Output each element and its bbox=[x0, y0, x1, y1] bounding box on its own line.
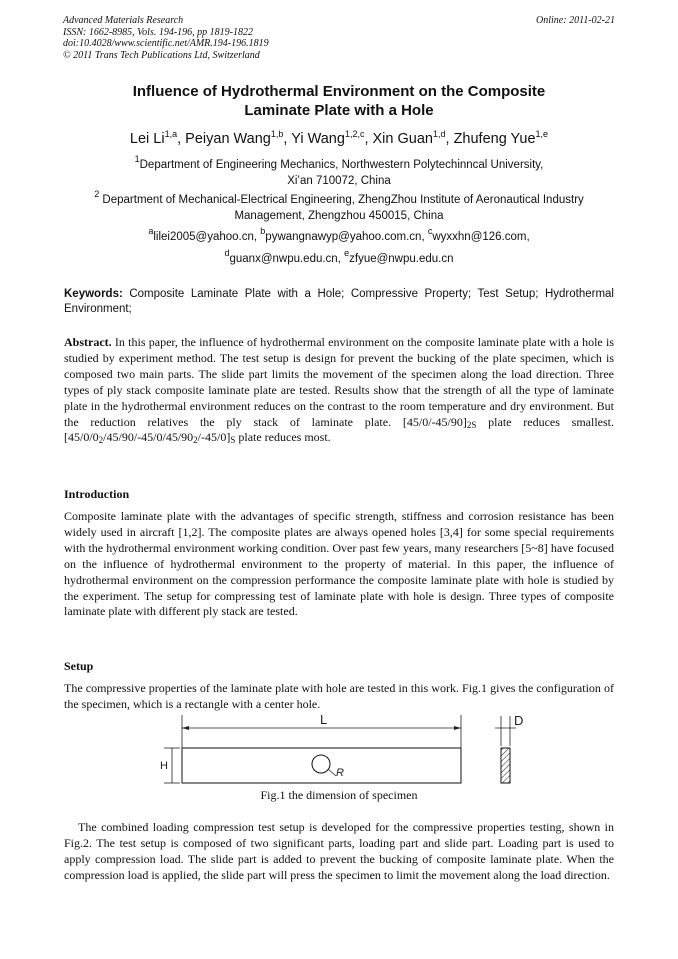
affiliation-text: Management, Zhengzhou 450015, China bbox=[234, 210, 444, 222]
side-view bbox=[501, 748, 510, 783]
ply-stack-sub: 2 bbox=[193, 435, 198, 446]
plate-rectangle bbox=[182, 748, 461, 783]
setup-text-1: The compressive properties of the laminate plate with hole are tested in this work. Fig.1 gives the configuration of the specimen, which is a rectangle with a center hole. bbox=[64, 681, 614, 711]
title-line-1: Influence of Hydrothermal Environment on the Composite bbox=[132, 83, 546, 100]
author-sup: 1,d bbox=[432, 129, 446, 139]
author-sup: 1,a bbox=[164, 129, 178, 139]
journal-name: Advanced Materials Research bbox=[63, 15, 184, 26]
abstract-text: plate reduces smallest. bbox=[476, 414, 615, 429]
label-H: H bbox=[160, 760, 168, 772]
label-D: D bbox=[514, 713, 524, 728]
abstract bbox=[64, 335, 614, 446]
email-sup: a bbox=[148, 226, 154, 236]
email-sup: e bbox=[344, 248, 350, 258]
email-link[interactable]: pywangnawyp@yahoo.com.cn, bbox=[265, 231, 428, 243]
title-line-2: Laminate Plate with a Hole bbox=[244, 102, 434, 119]
affiliation-text: Xi’an 710072, China bbox=[287, 175, 391, 187]
introduction-text: Composite laminate plate with the advantages of specific strength, stiffness and corrosion resistance has been widely used in aircraft [1,2]. The composite plates are always opened holes [3,4] for some special requirements with the hydrothermal environment working condition. Over past few years, many researchers [5~8] have focused on the influence of hydrothermal environment to the property of material. In this paper, the influence of hydrothermal environment on the compression performance the composite laminate plate with hole is studied by the experiment. The setup for compressing test of laminate plate with hole is design. Three types of composite laminate plate with different ply stack are tested. bbox=[64, 509, 614, 619]
keywords-label: Keywords: bbox=[64, 288, 123, 300]
setup-heading: Setup bbox=[64, 659, 94, 673]
author-sup: 1,b bbox=[270, 129, 284, 139]
arrowhead bbox=[454, 726, 461, 730]
affiliation-sup: 2 bbox=[94, 189, 100, 199]
setup-text-2: The combined loading compression test setup is developed for the compressive properties testing, shown in Fig.2. The test setup is composed of two significant parts, loading part and slide part. Loading part is used to apply compression load. The slide part is added to prevent the bucking of composite laminate plate. When the compression load is applied, the slide part will press the specimen to limit the movement along the load direction. bbox=[64, 820, 614, 882]
ply-stack-sub: S bbox=[230, 435, 236, 446]
email-list bbox=[63, 226, 615, 267]
label-L: L bbox=[320, 712, 328, 727]
email-sup: c bbox=[427, 226, 433, 236]
issn: ISSN: 1662-8985, Vols. 194-196, pp 1819-1822 bbox=[63, 26, 253, 38]
doi: doi:10.4028/www.scientific.net/AMR.194-196.1819 bbox=[63, 38, 269, 50]
figure-caption: Fig.1 the dimension of specimen bbox=[260, 788, 418, 802]
paper-title bbox=[63, 82, 615, 120]
introduction-heading: Introduction bbox=[64, 487, 130, 501]
radius-leader bbox=[328, 769, 336, 776]
author-sup: 1,e bbox=[535, 129, 549, 139]
ply-stack: /45/90/-45/0/45/90 bbox=[103, 430, 194, 445]
affiliation-text: Department of Engineering Mechanics, Northwestern Polytechinncal University, bbox=[139, 159, 544, 171]
affiliation-sup: 1 bbox=[134, 154, 140, 164]
abstract-label: Abstract. bbox=[64, 335, 112, 349]
journal-header bbox=[63, 15, 269, 61]
author-sup: 1,2,c bbox=[344, 129, 365, 139]
abstract-text: In this paper, the influence of hydrothermal environment on the composite laminate plate with a hole is studied by experiment method. The test setup is design for prevent the bucking of the plate specimen, which is composed two main parts. The slide part limits the movement of the specimen along the load direction. Three types of ply stack composite laminate plate are tested. Results show that the strength of all the type of laminate plate in the hydrothermal environment reduces on the contrast to the room temperature and dry environment. But the reduction relatives the ply stack of laminate plate. bbox=[64, 335, 614, 429]
author-name: Lei Li bbox=[129, 131, 165, 147]
specimen-figure bbox=[160, 712, 550, 790]
ply-stack-sub: 2 bbox=[98, 435, 104, 446]
affiliation-2 bbox=[63, 189, 615, 224]
author-name: Peiyan Wang bbox=[185, 131, 271, 147]
email-sup: b bbox=[260, 226, 266, 236]
ply-stack: [45/0/0 bbox=[64, 430, 99, 445]
ply-stack-sub: 2S bbox=[466, 419, 477, 430]
affiliation-1 bbox=[63, 154, 615, 189]
online-date: Online: 2011-02-21 bbox=[536, 15, 615, 26]
author-name: Xin Guan bbox=[372, 131, 433, 147]
keywords-text: Composite Laminate Plate with a Hole; Compressive Property; Test Setup; Hydrothermal Environment; bbox=[64, 288, 614, 315]
label-R: R bbox=[336, 767, 344, 779]
ply-stack: [45/0/-45/90] bbox=[402, 414, 467, 429]
email-link[interactable]: lilei2005@yahoo.cn, bbox=[153, 231, 261, 243]
email-link[interactable]: wyxxhn@126.com, bbox=[432, 231, 530, 243]
keywords bbox=[64, 287, 614, 317]
author-list: Lei Li$^{1,a}$, Peiyan Wang$^{1,b}$, Yi Wang$^{1,2,c}$, Xin Guan$^{1,d}$, Zhufeng Yue$^{1,e}$ bbox=[129, 129, 549, 147]
arrowhead bbox=[182, 726, 189, 730]
email-sup: d bbox=[224, 248, 230, 258]
author-name: Zhufeng Yue bbox=[453, 131, 536, 147]
ply-stack: /-45/0] bbox=[197, 430, 231, 445]
affiliation-text: Department of Mechanical-Electrical Engineering, ZhengZhou Institute of Aeronautical Industry bbox=[99, 194, 584, 206]
email-link[interactable]: zfyue@nwpu.edu.cn bbox=[349, 253, 454, 265]
email-link[interactable]: guanx@nwpu.edu.cn, bbox=[229, 253, 345, 265]
copyright: © 2011 Trans Tech Publications Ltd, Switzerland bbox=[63, 49, 260, 61]
abstract-text: plate reduces most. bbox=[235, 430, 331, 445]
author-name: Yi Wang bbox=[291, 131, 345, 147]
center-hole bbox=[312, 755, 330, 773]
